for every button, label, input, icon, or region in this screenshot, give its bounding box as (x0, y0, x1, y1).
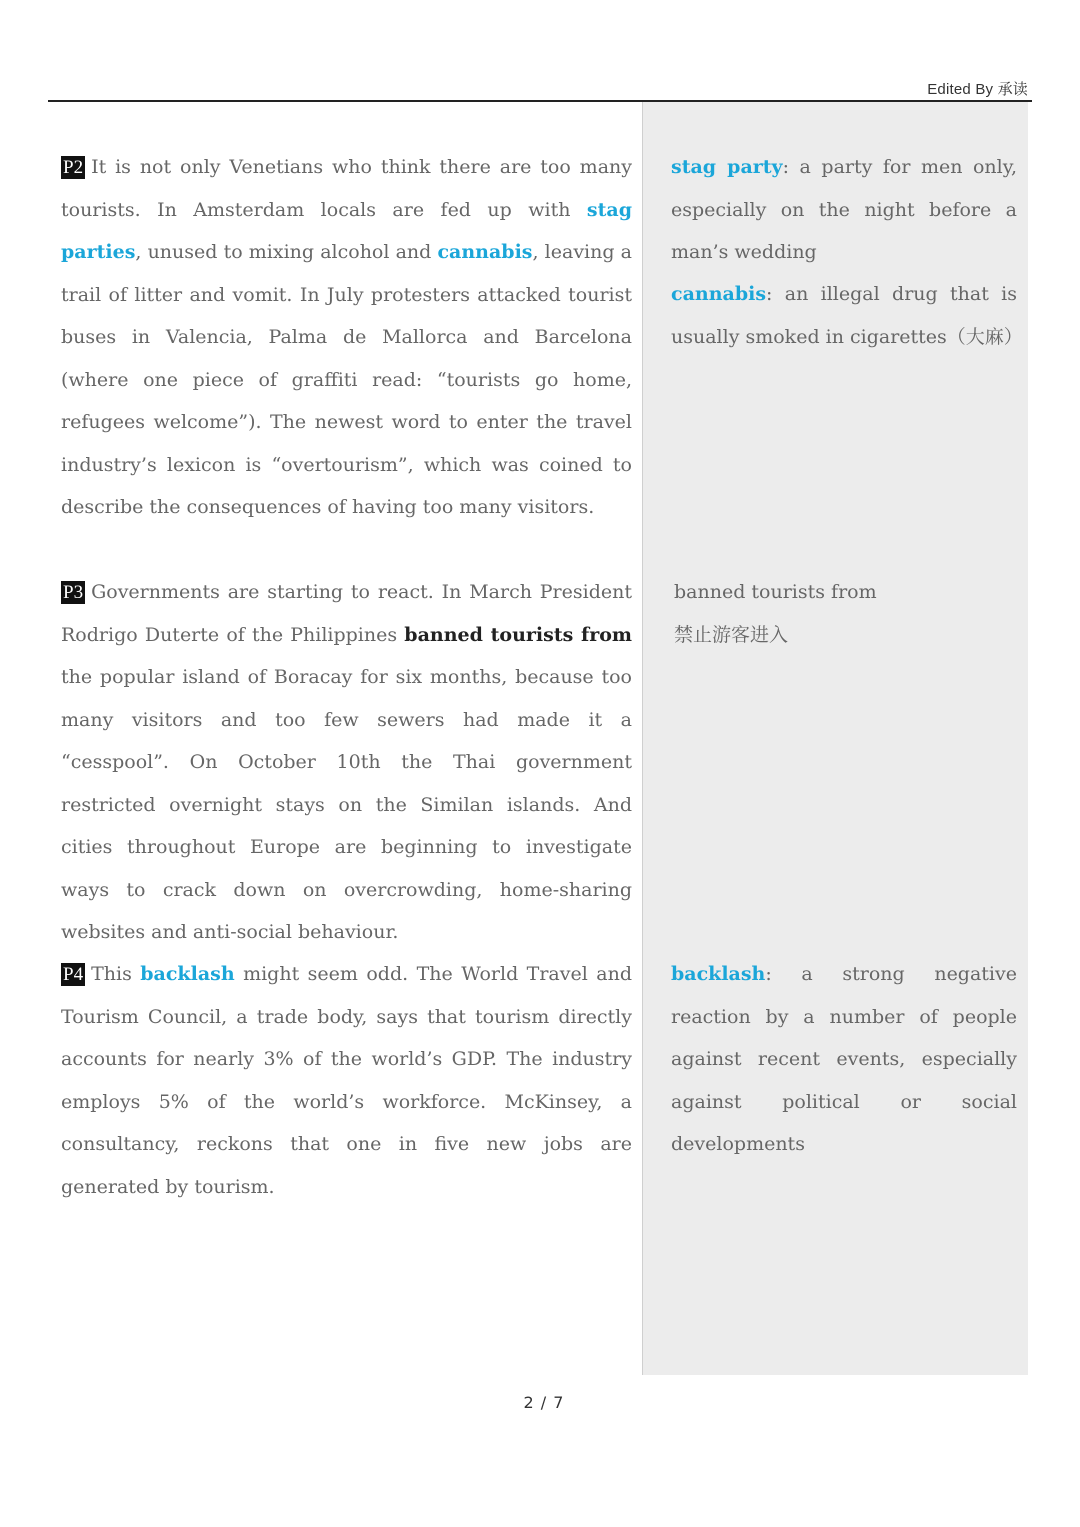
paragraph-tag: P4 (63, 964, 84, 985)
keyword-stag-parties: stag parties (61, 198, 632, 263)
paragraph-text: It is not only Venetians who think there are too many tourists. In Amsterdam locals are fed up with (61, 156, 632, 221)
paragraph-text: Governments are starting to react. In March President Rodrigo Duterte of the Philippines (61, 581, 632, 646)
paragraph-p3 (61, 571, 632, 954)
paragraph-text: , unused to mixing alcohol and (135, 241, 438, 263)
note-term: cannabis (671, 283, 767, 305)
keyword-backlash: backlash (140, 963, 235, 985)
note-translation: 禁止游客进入 (674, 623, 789, 646)
keyword-cannabis: cannabis (437, 241, 533, 263)
note-backlash (671, 953, 1017, 1166)
paragraph-p4 (61, 953, 632, 1208)
keyword-banned-tourists-from: banned tourists from (404, 623, 633, 646)
paragraph-p2 (61, 146, 632, 529)
paragraph-text: This (91, 963, 141, 985)
note-definition: : a strong negative reaction by a number of people against recent events, especially against political or social developments (671, 963, 1017, 1155)
page-number: 2 / 7 (523, 1393, 565, 1412)
note-banned-tourists-from (674, 571, 1020, 656)
note-cannabis (671, 273, 1023, 358)
note-definition: : a party for men only, especially on the night before a man’s wedding (671, 156, 1017, 263)
paragraph-text: , leaving a trail of litter and vomit. In July protesters attacked tourist buses in Valencia, Palma de Mallorca and Barcelona (where one piece of graffiti read: “tourists go home, refugees welcome”). The newest word to enter the travel industry’s lexicon is “overtourism”, which was coined to describe the consequences of having too many visitors. (61, 241, 633, 518)
paragraph-text: might seem odd. The World Travel and Tourism Council, a trade body, says that tourism directly accounts for nearly 3% of the world’s GDP. The industry employs 5% of the world’s workforce. McKinsey, a consultancy, reckons that one in five new jobs are generated by tourism. (61, 963, 632, 1198)
note-phrase: banned tourists from (674, 581, 877, 603)
note-term: stag party (671, 156, 783, 178)
paragraph-tag: P3 (63, 582, 84, 603)
paragraph-text: the popular island of Boracay for six months, because too many visitors and too few sewers had made it a “cesspool”. On October 10th the Thai government restricted overnight stays on the Similan islands. And cities throughout Europe are beginning to investigate ways to crack down on overcrowding, home-sharing websites and anti-social behaviour. (61, 666, 632, 943)
editor-credit: Edited By 承读 (927, 81, 1028, 98)
note-stag-party (671, 146, 1017, 274)
note-term: backlash (671, 963, 766, 985)
paragraph-tag: P2 (63, 157, 84, 178)
note-definition: : an illegal drug that is usually smoked in cigarettes（大麻） (671, 283, 1023, 348)
